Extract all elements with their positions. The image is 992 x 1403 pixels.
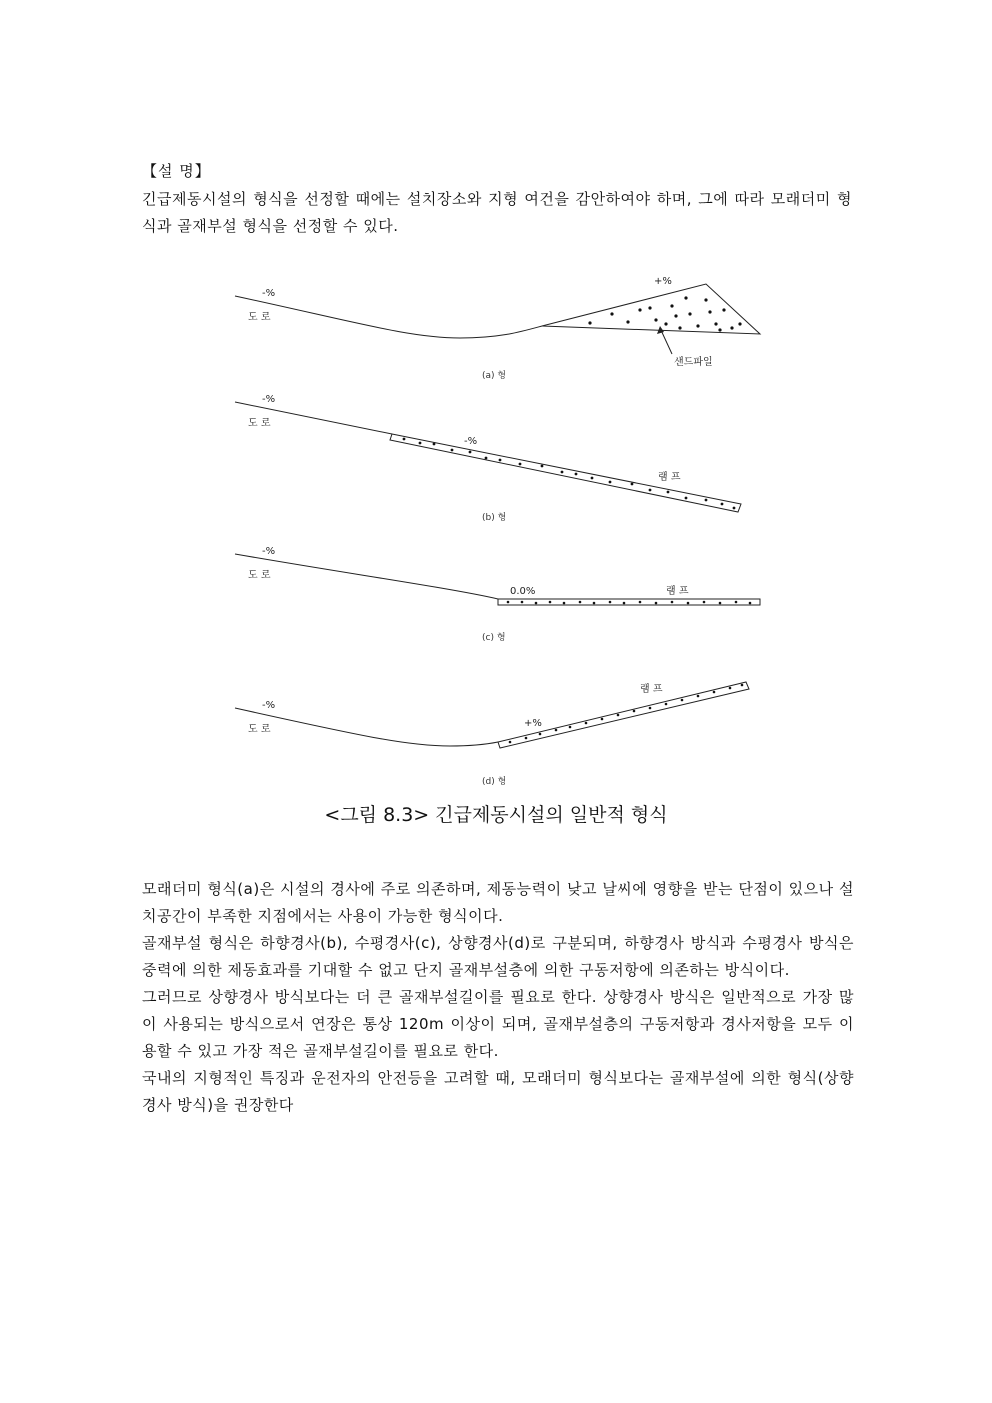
panel-a	[235, 276, 760, 381]
panel-c-ramp-slope: 0.0%	[510, 586, 536, 597]
panel-a-sand-dots	[588, 296, 741, 331]
panel-a-slope-up: +%	[654, 276, 672, 287]
panel-c-road-label: 도 로	[248, 570, 271, 581]
panel-a-road-curve	[235, 296, 542, 338]
panel-c	[235, 546, 760, 643]
panel-b-gravel-dots	[403, 438, 736, 510]
panel-b-label: (b) 형	[482, 513, 507, 523]
panel-d-slope-down: -%	[262, 700, 276, 711]
figure-svg	[220, 268, 780, 798]
figure-emergency-escape-ramp-types	[220, 268, 780, 798]
panel-d-ramp-label: 램 프	[640, 684, 663, 695]
panel-b-ramp	[390, 434, 741, 512]
panel-b-ramp-slope: -%	[464, 436, 478, 447]
intro-text: 긴급제동시설의 형식을 선정할 때에는 설치장소와 지형 여건을 감안하여야 하며, 그에 따라 모래더미 형식과 골재부설 형식을 선정할 수 있다.	[142, 190, 852, 235]
panel-a-slope-down: -%	[262, 288, 276, 299]
body-text	[142, 876, 854, 1119]
panel-b	[235, 394, 741, 523]
panel-b-slope-down: -%	[262, 394, 276, 405]
panel-d-ramp	[498, 682, 749, 748]
panel-b-road-label: 도 로	[248, 418, 271, 429]
panel-a-road-label: 도 로	[248, 312, 271, 323]
panel-d-road-label: 도 로	[248, 724, 271, 735]
panel-d-ramp-slope: +%	[524, 718, 542, 729]
panel-c-ramp-label: 램 프	[666, 586, 689, 597]
panel-d-gravel-dots	[509, 684, 744, 744]
body-paragraph: 골재부설 형식은 하향경사(b), 수평경사(c), 상향경사(d)로 구분되며, 하향경사 방식과 수평경사 방식은 중력에 의한 제동효과를 기대할 수 없고 단지 골재부설층에 의한 구동저항에 의존하는 방식이다.	[142, 934, 854, 979]
body-paragraph: 모래더미 형식(a)은 시설의 경사에 주로 의존하며, 제동능력이 낮고 날씨에 영향을 받는 단점이 있으나 설치공간이 부족한 지점에서는 사용이 가능한 형식이다.	[142, 880, 854, 925]
panel-d	[235, 682, 749, 787]
panel-c-gravel-dots	[507, 601, 752, 605]
panel-d-label: (d) 형	[482, 777, 507, 787]
panel-b-ramp-label: 램 프	[658, 472, 681, 483]
intro-paragraph	[142, 186, 852, 240]
panel-a-label: (a) 형	[482, 371, 507, 381]
body-paragraph: 그러므로 상향경사 방식보다는 더 큰 골재부설길이를 필요로 한다. 상향경사 방식은 일반적으로 가장 많이 사용되는 방식으로서 연장은 통상 120m 이상이 되며, 골재부설층의 구동저항과 경사저항을 모두 이용할 수 있고 가장 적은 골재부설길이를 필요로 한다.	[142, 988, 854, 1060]
section-heading: 【설 명】	[142, 162, 211, 180]
figure-caption: <그림 8.3> 긴급제동시설의 일반적 형식	[324, 804, 668, 826]
panel-c-slope-down: -%	[262, 546, 276, 557]
panel-d-road-curve	[235, 708, 498, 746]
panel-c-road-curve	[235, 554, 498, 599]
panel-c-label: (c) 형	[482, 633, 506, 643]
panel-a-annotation: 샌드파일	[674, 357, 713, 368]
body-paragraph: 국내의 지형적인 특징과 운전자의 안전등을 고려할 때, 모래더미 형식보다는 골재부설에 의한 형식(상향경사 방식)을 권장한다	[142, 1069, 854, 1114]
